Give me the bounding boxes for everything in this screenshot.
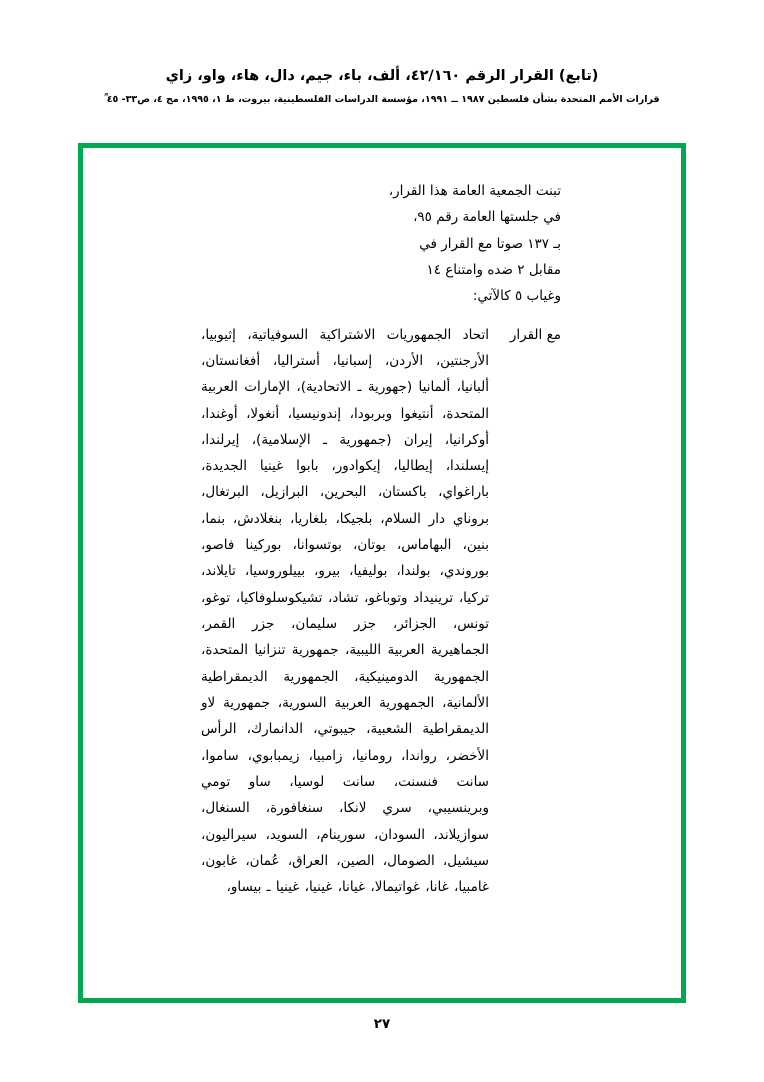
intro-line-5: وغياب ٥ كالآتي: (472, 288, 561, 305)
vote-in-favour-label: مع القرار (509, 326, 561, 343)
header-title: (تابع) القرار الرقم ٤٢/١٦٠، ألف، باء، جيم، دال، هاء، واو، زاي (165, 68, 599, 84)
vote-in-favour-block (201, 322, 561, 901)
green-bordered-frame (78, 143, 686, 1003)
page-header (0, 66, 764, 107)
vote-in-favour-countries: اتحاد الجمهوريات الاشتراكية السوفياتية، إثيوبيا، الأرجنتين، الأردن، إسبانيا، أستراليا، أفغانستان، ألبانيا، ألمانيا (جهورية ـ الاتحادية)، الإمارات العربية المتحدة، أنتيغوا وبربودا، إندونيسيا، أنغولا، أوغندا، أوكرانيا، إيران (جمهورية ـ الإسلامية)، إيرلندا، إيسلندا، إيطاليا، إيكوادور، بابوا غينيا الجديدة، باراغواي، باكستان، البحرين، البرازيل، البرتغال، بروناي دار السلام، بلجيكا، بلغاريا، بنغلادش، بنما، بنين، البهاماس، بوتان، بوتسوانا، بوركينا فاصو، بوروندي، بولندا، بوليفيا، بيرو، بييلوروسيا، تايلاند، تركيا، ترينيداد وتوباغو، تشاد، تشيكوسلوفاكيا، توغو، تونس، الجزائر، جزر سليمان، جزر القمر، الجماهيرية العربية الليبية، جمهورية تنزانيا المتحدة، الجمهورية الدومينيكية، الجمهورية الديمقراطية الألمانية، الجمهورية العربية السورية، جمهورية لاو الديمقراطية الشعبية، جيبوتي، الدانمارك، الرأس الأخضر، رواندا، رومانيا، زامبيا، زيمبابوي، ساموا، سانت فنسنت، سانت لوسيا، ساو تومي وبرينسيبي، سري لانكا، سنغافورة، السنغال، سوازيلاند، السودان، سورينام، السويد، سيراليون، سيشيل، الصومال، الصين، العراق، عُمان، غابون، غامبيا، غانا، غواتيمالا، غيانا، غينيا، غينيا ـ بيساو، (201, 326, 489, 896)
intro-line-4: مقابل ٢ ضده وامتناع ١٤ (426, 261, 561, 278)
intro-line-2: في جلستها العامة رقم ٩٥، (413, 209, 561, 226)
header-source-note: قرارات الأمم المتحدة بشأن فلسطين ١٩٨٧ ــ ١٩٩١، مؤسسة الدراسات الفلسطينية، بيروت، ط ١، ١٩٩٥، مج ٤، ص٣٣- ٤٥ ؒ (104, 94, 660, 106)
intro-paragraph (201, 178, 561, 310)
intro-line-1: تبنت الجمعية العامة هذا القرار، (388, 183, 561, 199)
page-number: ٢٧ (373, 1016, 391, 1032)
intro-line-3: بـ ١٣٧ صوتا مع القرار في (419, 235, 561, 252)
resolution-content (201, 178, 561, 900)
